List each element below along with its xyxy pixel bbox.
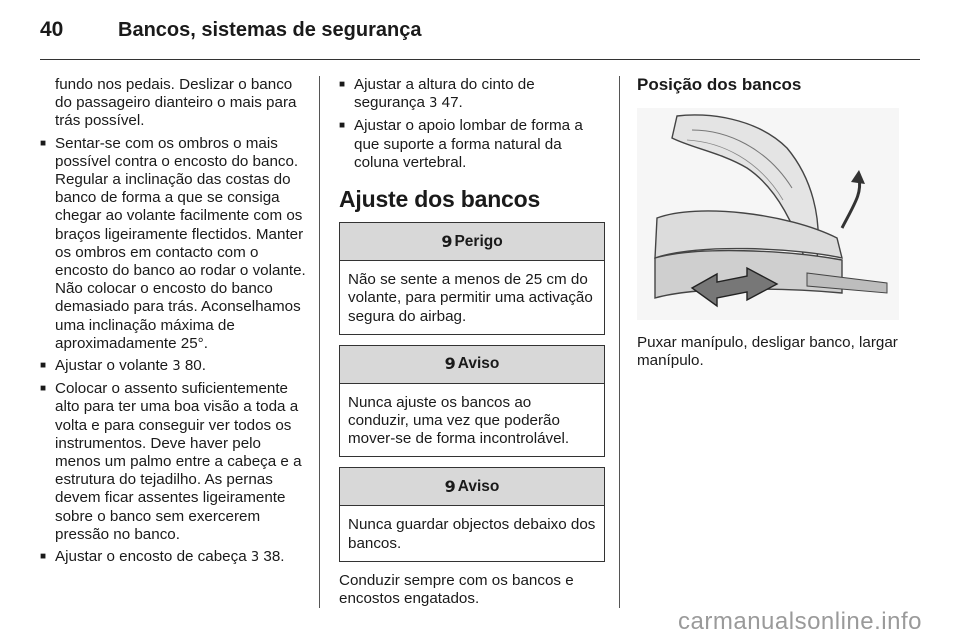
bullet-item	[339, 76, 605, 113]
section-title: Ajuste dos bancos	[339, 186, 541, 213]
seat-illustration-icon	[637, 108, 899, 320]
subsection-title: Posição dos bancos	[637, 75, 802, 94]
warning-triangle-icon: 9	[444, 476, 456, 496]
column-divider	[319, 76, 320, 608]
bullet-item	[40, 357, 308, 376]
box-title: Aviso	[457, 477, 500, 495]
bullet-text: Ajustar o volante	[55, 357, 173, 375]
bullet-text: Ajustar a altura do cinto de segurança	[354, 76, 535, 112]
box-text: Nunca ajuste os bancos ao conduzir, uma vez que poderão mover-se de forma incontrolável.	[348, 393, 570, 448]
illustration-caption: Puxar manípulo, desligar banco, largar manípulo.	[637, 334, 898, 370]
box-body	[340, 384, 604, 457]
page-reference: 47.	[437, 94, 463, 112]
warning-box	[339, 467, 605, 561]
bullet-item	[40, 380, 308, 544]
column-3	[637, 76, 903, 371]
warning-box	[339, 345, 605, 458]
column-2	[339, 76, 605, 608]
warning-triangle-icon: 9	[441, 231, 453, 251]
bullet-text: Ajustar o apoio lombar de forma a que suporte a forma natural da coluna vertebral.	[354, 117, 583, 171]
bullet-item	[339, 117, 605, 172]
box-title: Aviso	[457, 355, 500, 373]
bullet-text: Sentar-se com os ombros o mais possível contra o encosto do banco. Regular a inclinação das costas do banco de forma a que se consiga chegar ao volante facilmente com os braços ligeiramente flectidos. Manter os ombros em contacto com o encosto do banco ao rodar o volante. Não colocar o encosto do banco demasiado para trás. Aconselhamos uma inclinação máxima de aproximadamente 25°.	[55, 134, 306, 352]
page-header	[40, 18, 421, 48]
box-header	[340, 223, 604, 261]
box-header	[340, 346, 604, 384]
column-divider	[619, 76, 620, 608]
box-body	[340, 261, 604, 334]
page-reference: 80.	[180, 357, 206, 375]
closing-paragraph: Conduzir sempre com os bancos e encostos engatados.	[339, 571, 574, 608]
column-1	[40, 76, 308, 571]
page-reference: 38.	[259, 548, 285, 566]
bullet-text: Colocar o assento suficientemente alto para ter uma boa visão a toda a volta e para conseguir ver todos os instrumentos. Deve haver pelo menos um palmo entre a cabeça e a estrutura do tejadilho. As pernas devem ficar assentes ligeiramente sobre o banco sem exercerem pressão no banco.	[55, 380, 302, 543]
bullet-item	[40, 135, 308, 353]
chapter-title: Bancos, sistemas de segurança	[118, 19, 422, 41]
box-header	[340, 468, 604, 506]
box-body	[340, 506, 604, 560]
page-number: 40	[40, 18, 64, 41]
page-reference-icon: 3	[172, 359, 181, 375]
page-reference-icon: 3	[429, 96, 438, 112]
watermark: carmanualsonline.info	[678, 608, 922, 635]
bullet-item	[40, 548, 308, 567]
box-title: Perigo	[454, 232, 503, 250]
page-reference-icon: 3	[250, 550, 260, 566]
seat-adjustment-illustration	[637, 108, 899, 320]
box-text: Não se sente a menos de 25 cm do volante, para permitir uma activação segura do airbag.	[348, 271, 593, 325]
header-rule	[40, 59, 920, 60]
bullet-text: Ajustar o encosto de cabeça	[55, 548, 251, 566]
box-text: Nunca guardar objectos debaixo dos bancos.	[348, 516, 596, 552]
warning-triangle-icon: 9	[444, 354, 456, 374]
danger-box	[339, 222, 605, 335]
continued-paragraph: fundo nos pedais. Deslizar o banco do passageiro dianteiro o mais para trás possível.	[55, 76, 297, 130]
